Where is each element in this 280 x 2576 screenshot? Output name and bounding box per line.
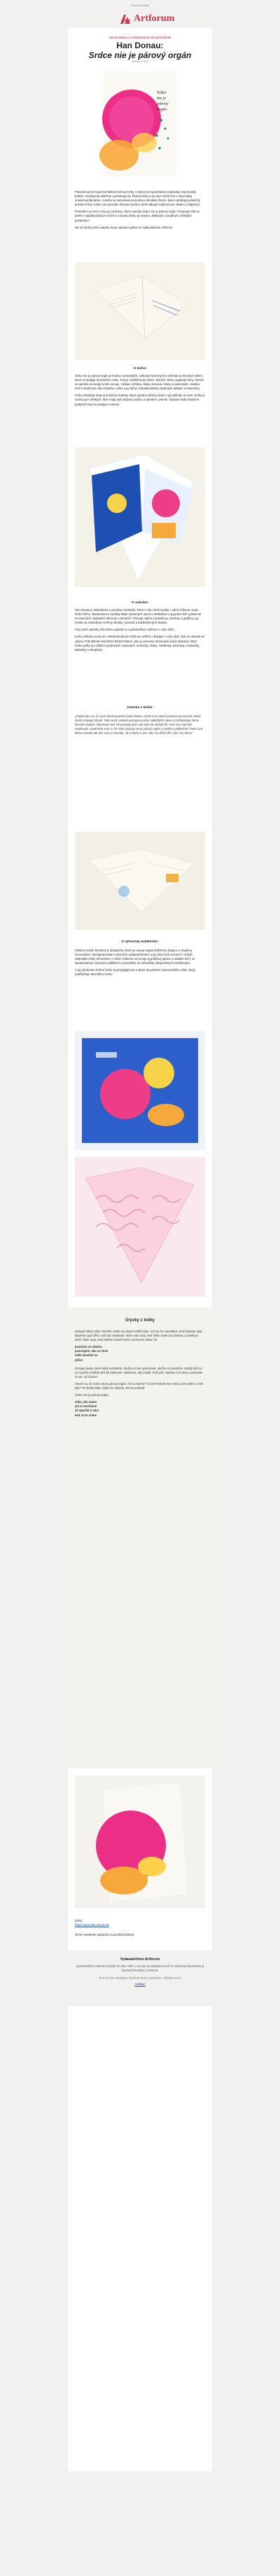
excerpt-lines-2 bbox=[75, 1400, 205, 1417]
footer-content bbox=[75, 1957, 205, 1987]
open-in-browser-link[interactable]: Otvoriť na webe bbox=[131, 4, 149, 7]
book-spread-blue-image bbox=[75, 1031, 205, 1150]
section-heading-excerpt: Úryvky z knihy bbox=[125, 1318, 155, 1323]
about-book-text bbox=[75, 374, 205, 410]
about-author-paragraph-2: Prvý počin autorky bola kniha vydaná vo vydavateľstve Artforum v roku 2021. bbox=[75, 628, 175, 632]
excerpt-lines-1 bbox=[75, 1345, 205, 1362]
excerpt-line: až nepríde k nám bbox=[75, 1409, 99, 1413]
about-editor-paragraph-2: V jej výtvarnom riešení knihy sa prepájajú text a obraz do jedného harmonického celku, ktorý podčiarkuje atmosféru textov. bbox=[75, 968, 196, 977]
book-cover-bottom-image bbox=[75, 1776, 205, 1908]
brand-name: Artforum bbox=[134, 13, 175, 24]
intro-paragraph-2: Prelietlivo sa vnior celou jej novinkou, ktorú nazvala Srdce nie je párový orgán. Pozývajú Vás sa peletí z najzábudnutých večerov z Donau knihu aj verejne „láskavým, sociálnym, kritickým postrehom“. bbox=[75, 210, 200, 222]
intro-text bbox=[75, 190, 205, 233]
brand-logo[interactable] bbox=[120, 12, 174, 26]
excerpt-line: plávu bbox=[75, 1358, 83, 1362]
about-book-paragraph-2: Kniha obsahuje texty aj ilustrácie autorky, ktoré vytvára celistvý obraz o jej pohľade na svet. Kniha je určená pre všetkých, ktorí majú radi súčasnú poéziu a výtvarné umenie. Vydanie knihy finančne podporil Fond na podporu umenia. bbox=[75, 394, 205, 406]
book-cover-image bbox=[83, 66, 197, 183]
intro-paragraph-3: Ide už druhý počin autorky, ktorý autorka vydáva so vydavateľstve Artforum. bbox=[75, 225, 174, 229]
svg-text:nie je: nie je bbox=[157, 96, 167, 101]
book-spread-image bbox=[75, 262, 205, 360]
excerpt-paragraph-2: Existujú kvety, ktoré nikdy nezvädnú. Možno sú len vymyslené, možno sú skutočné. Každý deň na ne myslím a každý deň ich polievam. Nechcem, aby zvädli. Keď prší, sadnem si k oknu a pozerám na ne. Sú krásne. bbox=[75, 1366, 203, 1379]
kicker-text: NOVÁ KNIHA O VYDAVATEĽSTVE ARTFORUM bbox=[108, 36, 172, 39]
excerpt-paragraph-3: Hovorí sa, že srdce nie je párový orgán. Ale čo keď je? Čo keď máme dve srdcia a len jedno z nich bije? To druhé čaká. Čaká na niekoho, kto ho prebudí. bbox=[75, 1381, 204, 1390]
about-editor-text bbox=[75, 949, 205, 980]
intro-paragraph-1: Potvrdzovať je experimentálnou formou knihy, v ktorej text aj ilustrácie rozprávajú svoj vlastný príbeh, rozvíjajú sa súbežne a posúvajú sa. Pitorná vizia je aj nové ročné leto v slovenskej umeleckej literatúre. Autorka sa zameriava na poéziu a kreslenú formu, ktoré vytvárajú jedinečný priestor knihy. Kniha vás prevedie rôznymi pocitmi, ktoré dávajú možnosť pre všetko a inšpiráciu. bbox=[75, 190, 201, 207]
svg-text:orgán: orgán bbox=[157, 108, 167, 112]
section-heading-about-book: O knihe: bbox=[133, 367, 147, 370]
svg-text:párový: párový bbox=[157, 102, 169, 106]
source-link[interactable]: https://www.hbsextrudo.sk bbox=[75, 1923, 109, 1927]
logo-mark-icon bbox=[120, 15, 132, 24]
excerpt-line: stále dookola sa bbox=[75, 1353, 98, 1358]
about-editor-paragraph-1: Kristína Sobek Šimková je dizajnérka, ktorá sa venuje najmä knižnému dizajnu a vizuálnej komunikácii. Spolupracovala s viacerými vydavateľstvami a jej práce boli ocenené v súťaži Najkrajšie knihy Slovenska. V rámci Artforum sa venuje aj grafickej úprave a sadzbe kníh. Je spoluautorkou viacerých publikácií a pravidelne sa zúčastňuje dizajnérskych workshopov. bbox=[75, 949, 195, 965]
excerpt-paragraph-4: Srdce nie je párový orgán. bbox=[75, 1393, 109, 1397]
excerpt-line: ani si nevšimne bbox=[75, 1404, 97, 1409]
prepared-by-text: Tento newsletter pripravila Lucia Marcinákové bbox=[75, 1933, 134, 1937]
about-book-paragraph-1: Srdce nie je párový orgán je knihou rozmanitých, niekedy humorných a niekedy aj smutných básní, ktoré sa spájajú do jedného celku. Text je rozdelený do sekcií, ktorých názvy vyjadrujú témy, ktorým sa autorka vo svojej tvorbe venuje, vrátane vzťahov, lásky, domova, straty a osamelosti. Autorka tvorí s ilustráciou ako súčasťou celku a jej štýl je charakteristický výraznými farbami a hravosťou. bbox=[75, 374, 204, 391]
about-author-paragraph-1: Han Donau je ilustrátorka a vizuálna umelkyňa, ktorá v roku 2023 vydala v edícii Artforum svoju druhú knihu. Študovala na Vysokej škole výtvarných umení v Bratislave a jej práce boli vystavené na viacerých výstavách doma aj v zahraničí. Pracuje najmä s ilustráciou, kresbou a grafikou, jej tvorba sa sústreďuje na témy identity, citovosti a každodenných situácií. bbox=[75, 608, 202, 625]
section-heading-about-author: O autorke: bbox=[132, 601, 148, 605]
excerpt-line: pozorujem, ako sa vlnia bbox=[75, 1349, 108, 1353]
meta-info: Artforum 2023 bbox=[131, 60, 149, 63]
book-pattern-image bbox=[75, 1157, 205, 1297]
book-pages-image bbox=[75, 832, 205, 930]
unsubscribe-link[interactable]: Odhlásiť bbox=[134, 1982, 146, 1986]
book-illustration-image bbox=[75, 447, 205, 587]
about-author-text bbox=[75, 608, 205, 655]
excerpt-paragraph-1: Nebudú nikdy vidieť slnečné svetlo za oknom nášho bytu. Ani my ho neuvidíme, keď budeme spať. Budeme spať dlho a nič nás nezobudí. Mám rada rána, keď slnko svieti cez záclony a všetko je tiché. Mám rada, keď môžem zostať ležať a nemusím nikam ísť. bbox=[75, 1330, 204, 1342]
excerpt-text bbox=[75, 1330, 205, 1418]
author-quote-text: „Pokiaľ ide o to, čo sme chceli povedať touto knihou, chceli sme otvoriť priestor pre emócie, ktoré často ostávajú skryté. Tieto texty vznikali postupne počas niekoľkých rokov a zachytávajú rôzne životné situácie. Nechcela som ich prerozprávať, ale skôr ich nechať žiť. Keď som nad tým uvažovala, uvedomila som si, že srdce naozaj nie je párový orgán, je jedno a jedinečné. Preto som knihu nazvala tak ako som ju nazvala. Je to kniha o tom, ako sa učíme žiť s tým, čo máme.“ bbox=[75, 714, 203, 735]
footer-unsubscribe-text: Ak si už viac neprajete dostávať tento newsletter, odhláste sa tu. bbox=[98, 1976, 182, 1980]
excerpt-line: keď sa to stane bbox=[75, 1413, 97, 1417]
source-block bbox=[75, 1919, 205, 1937]
svg-text:Srdce: Srdce bbox=[157, 91, 167, 95]
page-title: Han Donau: bbox=[116, 41, 164, 50]
section-heading-editor: O výtvarnej redaktorke: bbox=[121, 940, 159, 944]
about-author-paragraph-3: Kniha získala ocenenie v Medzinárodnom knižnom veľtrhu v Bologni v roku 2022, kde sa dostala do výberu THE BRAW AMAZING BOOKSHELF, ako aj ocenenie Slovenská súťaž ilustrácie 2022. Kniha vyšla aj v ďalších jazykových mutáciách: nemecky, česky, maďarsky, slovinsky, rumunsky, taliansky a ukrajinsky. bbox=[75, 635, 204, 652]
footer-org-text: Vydavateľstvo Artforum pôsobí od roku 1997 a venuje sa vydávaniu kníh zo súčasnej slovenskej aj svetovej literatúry a umenia. bbox=[76, 1964, 204, 1973]
section-heading-author-quote: Autorka o knihe: bbox=[127, 706, 153, 710]
page-subtitle: Srdce nie je párový orgán bbox=[88, 50, 192, 60]
source-label: Zdroj: bbox=[75, 1919, 83, 1922]
excerpt-line: pozerám na oblohu bbox=[75, 1345, 102, 1349]
footer-org-name: Vydavateľstvo Artforum bbox=[120, 1957, 160, 1962]
excerpt-line: nikto, kto nemá bbox=[75, 1400, 97, 1404]
